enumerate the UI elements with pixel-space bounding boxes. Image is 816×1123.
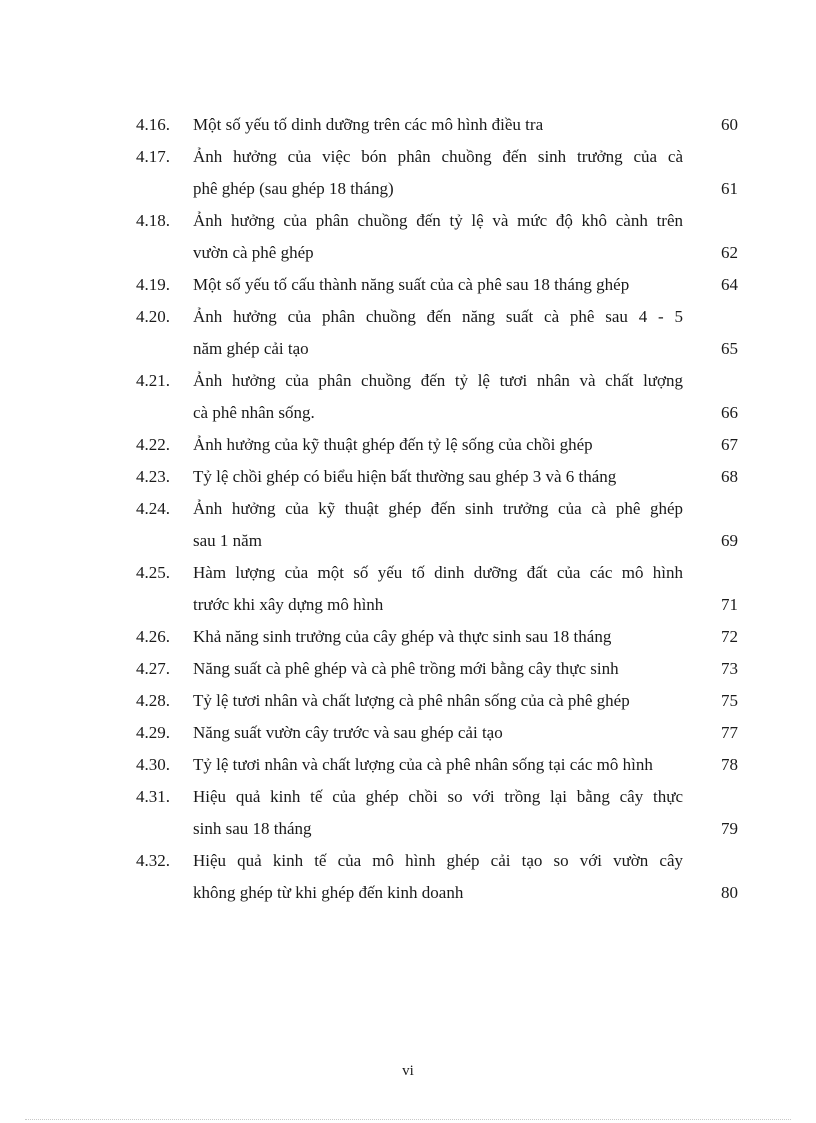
entry-page-number: 62 <box>721 243 738 262</box>
entry-number: 4.16. <box>136 115 170 134</box>
toc-entry <box>136 461 738 493</box>
entry-page-number: 72 <box>721 627 738 646</box>
entry-number: 4.21. <box>136 371 170 390</box>
entry-number: 4.29. <box>136 723 170 742</box>
entry-title: Năng suất vườn cây trước và sau ghép cải tạo <box>193 723 503 742</box>
entry-number: 4.22. <box>136 435 170 454</box>
entry-page-number: 60 <box>721 115 738 134</box>
entry-title: vườn cà phê ghép <box>193 243 314 262</box>
entry-number: 4.28. <box>136 691 170 710</box>
entry-number: 4.18. <box>136 211 170 230</box>
toc-entry <box>136 717 738 749</box>
entry-page-number: 73 <box>721 659 738 678</box>
entry-title: Ảnh hưởng của phân chuồng đến tỷ lệ và mức độ khô cành trên <box>193 211 683 230</box>
entry-page-number: 75 <box>721 691 738 710</box>
toc-entry <box>136 109 738 141</box>
table-of-tables <box>136 109 738 909</box>
entry-page-number: 61 <box>721 179 738 198</box>
entry-number: 4.17. <box>136 147 170 166</box>
entry-title: năm ghép cải tạo <box>193 339 309 358</box>
entry-title: Ảnh hưởng của phân chuồng đến năng suất cà phê sau 4 - 5 <box>193 307 683 326</box>
entry-title: phê ghép (sau ghép 18 tháng) <box>193 179 394 198</box>
entry-title: sinh sau 18 tháng <box>193 819 312 838</box>
entry-page-number: 78 <box>721 755 738 774</box>
entry-title: Ảnh hưởng của kỹ thuật ghép đến tỷ lệ sống của chồi ghép <box>193 435 593 454</box>
toc-entry <box>136 653 738 685</box>
entry-page-number: 68 <box>721 467 738 486</box>
toc-entry <box>136 269 738 301</box>
toc-entry <box>136 749 738 781</box>
entry-number: 4.30. <box>136 755 170 774</box>
entry-title: Ảnh hưởng của việc bón phân chuồng đến sinh trưởng của cà <box>193 147 683 166</box>
entry-page-number: 64 <box>721 275 738 294</box>
toc-entry <box>136 141 738 205</box>
entry-title: cà phê nhân sống. <box>193 403 315 422</box>
toc-entry <box>136 301 738 365</box>
entry-page-number: 71 <box>721 595 738 614</box>
toc-entry <box>136 493 738 557</box>
entry-number: 4.26. <box>136 627 170 646</box>
entry-number: 4.27. <box>136 659 170 678</box>
entry-number: 4.32. <box>136 851 170 870</box>
toc-entry <box>136 685 738 717</box>
entry-title: Ảnh hưởng của phân chuồng đến tỷ lệ tươi nhân và chất lượng <box>193 371 683 390</box>
toc-entry <box>136 557 738 621</box>
entry-title: Hàm lượng của một số yếu tố dinh dưỡng đất của các mô hình <box>193 563 683 582</box>
toc-entry <box>136 365 738 429</box>
entry-number: 4.20. <box>136 307 170 326</box>
entry-number: 4.19. <box>136 275 170 294</box>
entry-number: 4.31. <box>136 787 170 806</box>
toc-entry <box>136 845 738 909</box>
entry-title: Một số yếu tố dinh dưỡng trên các mô hình điều tra <box>193 115 544 134</box>
entry-title: Tỷ lệ tươi nhân và chất lượng cà phê nhân sống của cà phê ghép <box>193 691 630 710</box>
toc-entry <box>136 429 738 461</box>
entry-number: 4.23. <box>136 467 170 486</box>
toc-entry <box>136 781 738 845</box>
entry-title: Ảnh hưởng của kỹ thuật ghép đến sinh trưởng của cà phê ghép <box>193 499 683 518</box>
entry-title: trước khi xây dựng mô hình <box>193 595 384 614</box>
entry-page-number: 79 <box>721 819 738 838</box>
entry-title: Hiệu quả kinh tế của mô hình ghép cải tạo so với vườn cây <box>193 851 683 870</box>
entry-page-number: 65 <box>721 339 738 358</box>
entry-page-number: 67 <box>721 435 738 454</box>
entry-title: không ghép từ khi ghép đến kinh doanh <box>193 883 464 902</box>
toc-entry <box>136 205 738 269</box>
entry-title: Một số yếu tố cấu thành năng suất của cà phê sau 18 tháng ghép <box>193 275 630 294</box>
entry-number: 4.24. <box>136 499 170 518</box>
entry-title: Tỷ lệ chồi ghép có biểu hiện bất thường sau ghép 3 và 6 tháng <box>193 467 617 486</box>
page-number: vi <box>402 1063 414 1079</box>
entry-title: Hiệu quả kinh tế của ghép chồi so với trồng lại bằng cây thực <box>193 787 683 806</box>
entry-page-number: 80 <box>721 883 738 902</box>
entry-title: Tỷ lệ tươi nhân và chất lượng của cà phê nhân sống tại các mô hình <box>193 755 653 774</box>
page-bottom-divider <box>25 1119 791 1120</box>
entry-page-number: 66 <box>721 403 738 422</box>
toc-entry <box>136 621 738 653</box>
entry-number: 4.25. <box>136 563 170 582</box>
entry-title: Năng suất cà phê ghép và cà phê trồng mới bằng cây thực sinh <box>193 659 619 678</box>
entry-title: sau 1 năm <box>193 531 262 550</box>
entry-page-number: 69 <box>721 531 738 550</box>
entry-title: Khả năng sinh trưởng của cây ghép và thực sinh sau 18 tháng <box>193 627 612 646</box>
entry-page-number: 77 <box>721 723 738 742</box>
